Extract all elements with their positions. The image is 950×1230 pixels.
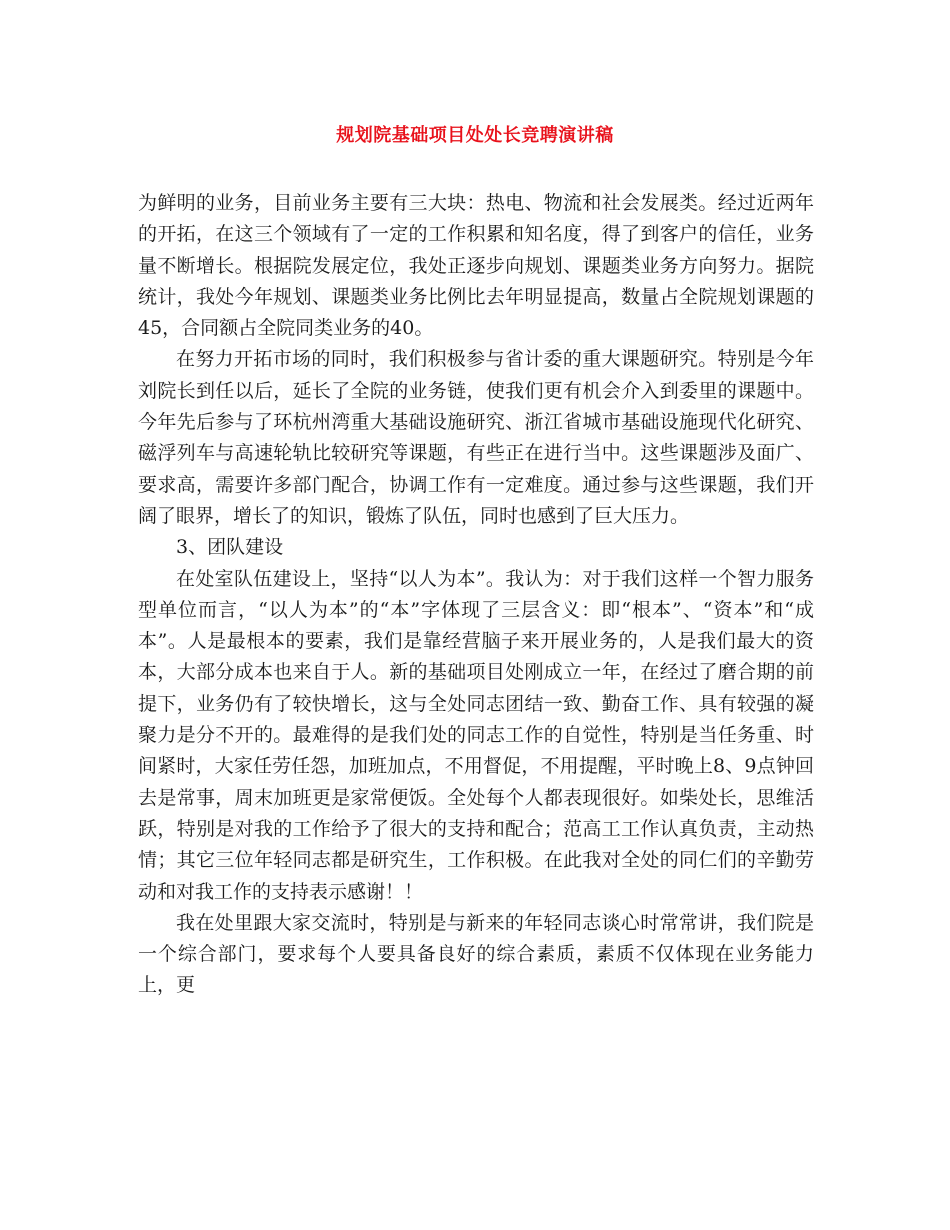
document-body [138, 188, 814, 1002]
section-heading-team-building: 3、团队建设 [176, 536, 284, 559]
paragraph-research-projects: 在努力开拓市场的同时，我们积极参与省计委的重大课题研究。特别是今年刘院长到任以后，延长了全院的业务链，使我们更有机会介入到委里的课题中。今年先后参与了环杭州湾重大基础设施研究、浙江省城市基础设施现代化研究、磁浮列车与高速轮轨比较研究等课题，有些正在进行当中。这些课题涉及面广、要求高，需要许多部门配合，协调工作有一定难度。通过参与这些课题，我们开阔了眼界，增长了的知识，锻炼了队伍，同时也感到了巨大压力。 [138, 348, 814, 527]
paragraph-team-building: 在处室队伍建设上，坚持“以人为本”。我认为：对于我们这样一个智力服务型单位而言，“以人为本”的“本”字体现了三层含义：即“根本”、“资本”和“成本”。人是最根本的要素，我们是靠经营脑子来开展业务的，人是我们最大的资本，大部分成本也来自于人。新的基础项目处刚成立一年，在经过了磨合期的前提下，业务仍有了较快增长，这与全处同志团结一致、勤奋工作、具有较强的凝聚力是分不开的。最难得的是我们处的同志工作的自觉性，特别是当任务重、时间紧时，大家任劳任怨，加班加点，不用督促，不用提醒，平时晚上8、9点钟回去是常事，周末加班更是家常便饭。全处每个人都表现很好。如柴处长，思维活跃，特别是对我的工作给予了很大的支持和配合；范高工工作认真负责，主动热情；其它三位年轻同志都是研究生，工作积极。在此我对全处的同仁们的辛勤劳动和对我工作的支持表示感谢！！ [138, 567, 814, 903]
paragraph-business-overview: 为鲜明的业务，目前业务主要有三大块：热电、物流和社会发展类。经过近两年的开拓，在这三个领域有了一定的工作积累和知名度，得了到客户的信任，业务量不断增长。根据院发展定位，我处正逐步向规划、课题类业务方向努力。据院统计，我处今年规划、课题类业务比例比去年明显提高，数量占全院规划课题的45，合同额占全院同类业务的40。 [138, 192, 814, 340]
document-title: 规划院基础项目处处长竞聘演讲稿 [336, 125, 614, 146]
paragraph-communication: 我在处里跟大家交流时，特别是与新来的年轻同志谈心时常常讲，我们院是一个综合部门，要求每个人要具备良好的综合素质，素质不仅体现在业务能力上，更 [138, 911, 814, 997]
